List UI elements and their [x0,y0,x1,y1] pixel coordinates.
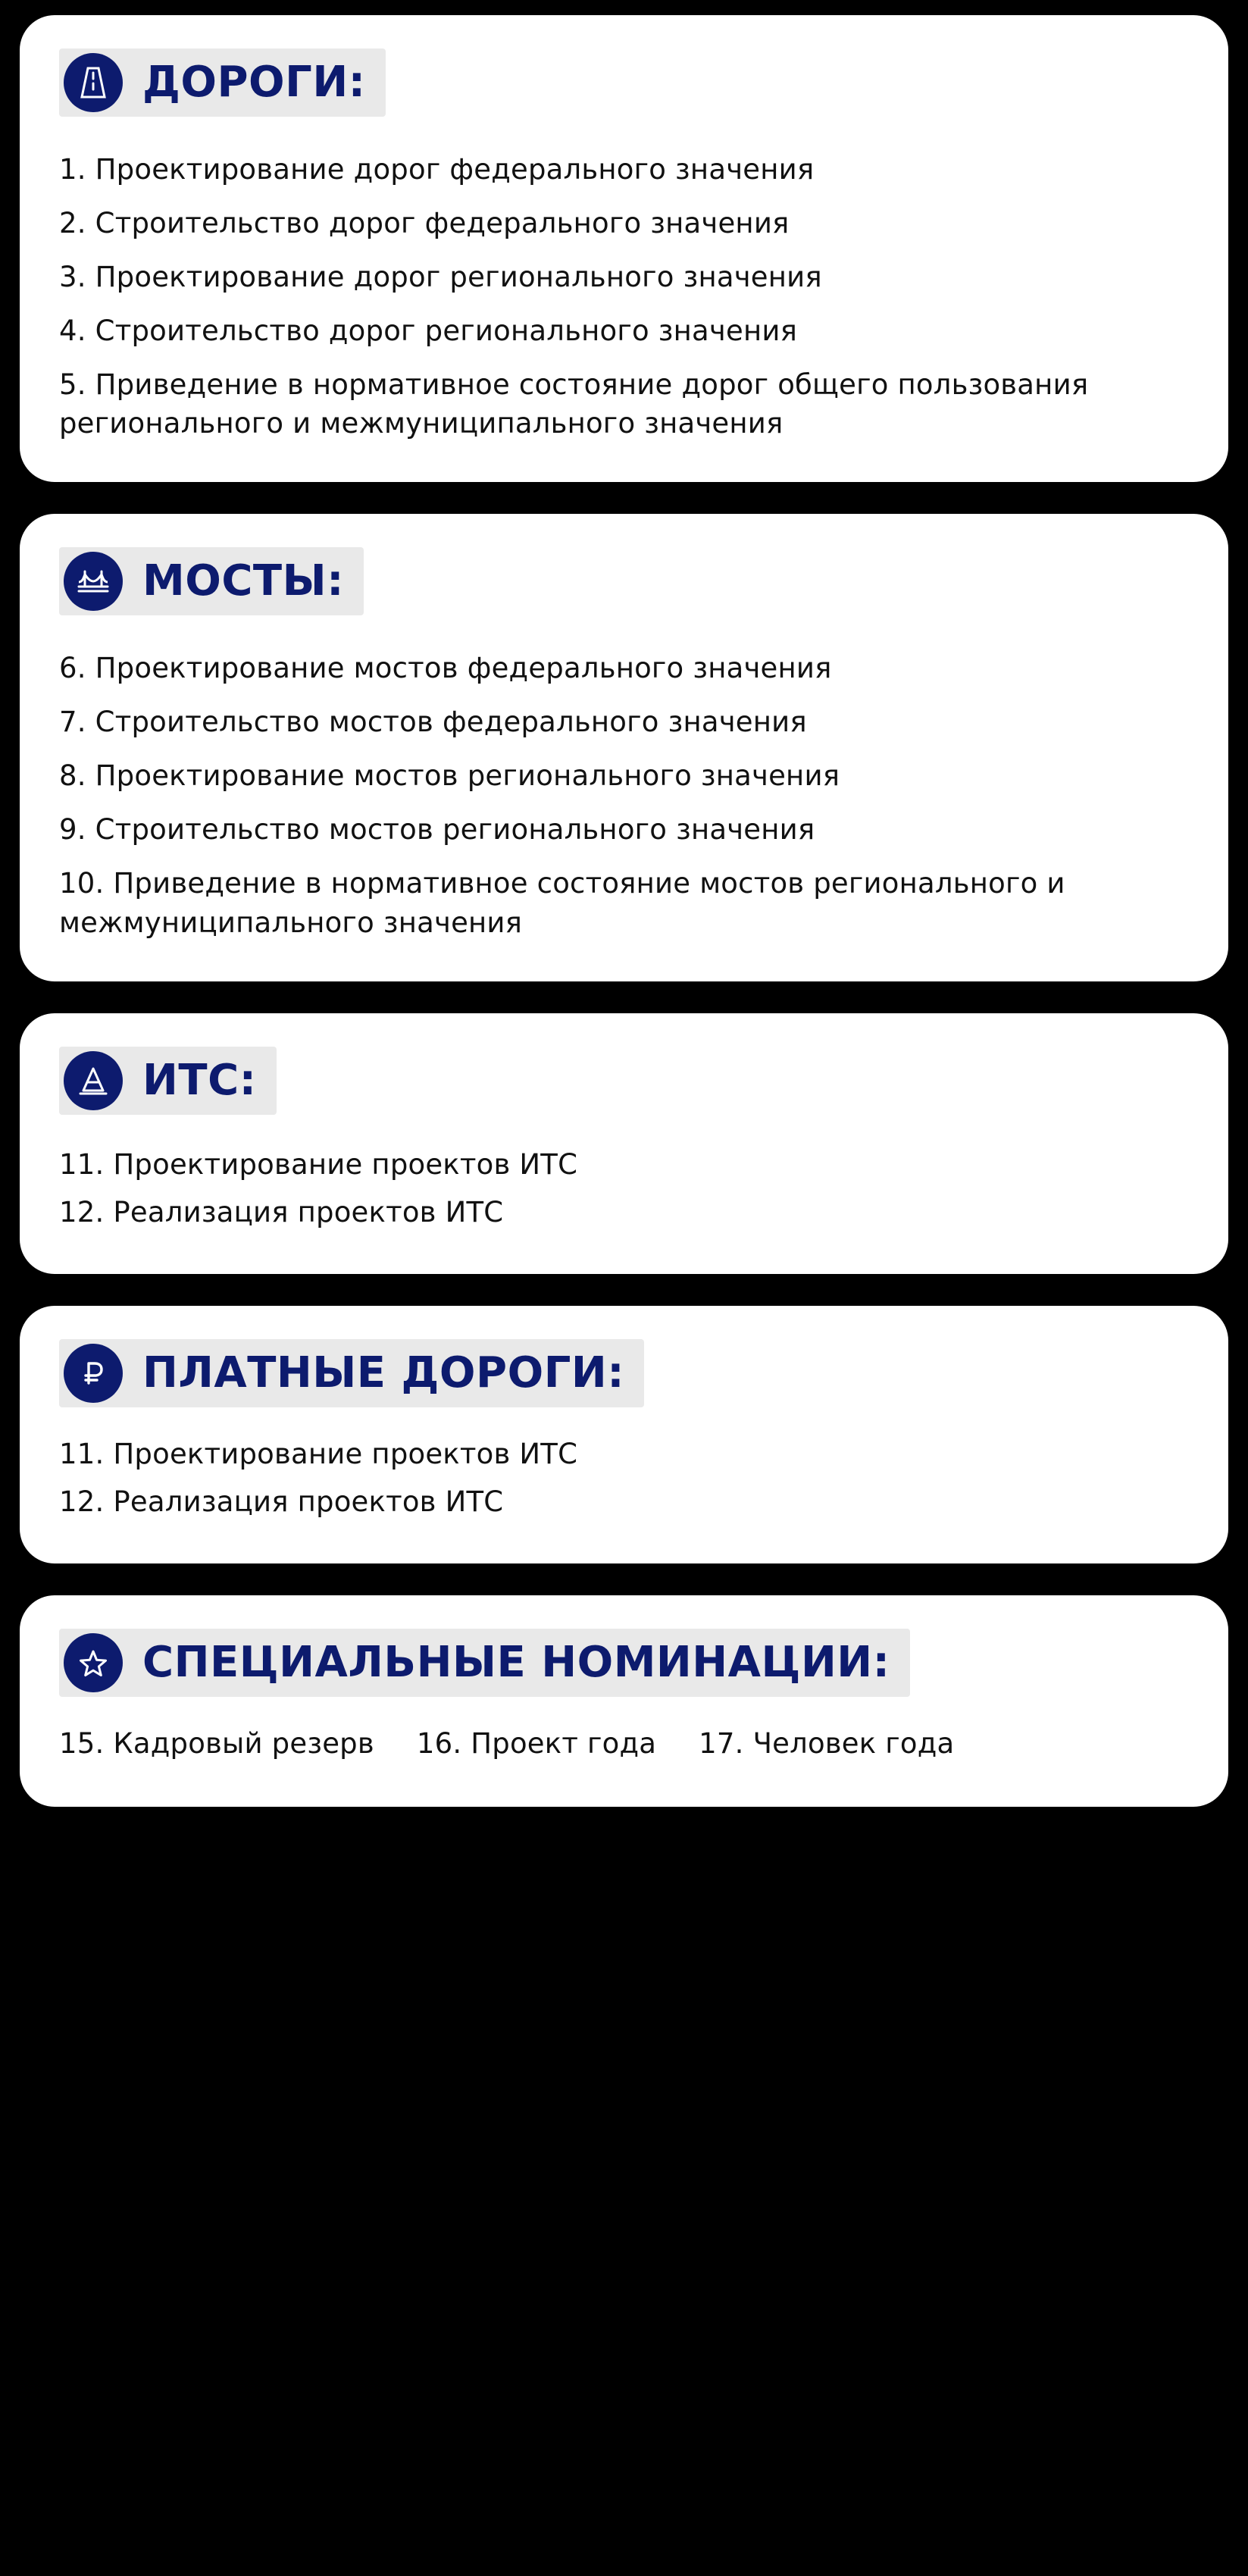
road-icon [64,53,123,112]
section-title: СПЕЦИАЛЬНЫЕ НОМИНАЦИИ: [142,1637,890,1687]
section-card-toll-roads [20,1306,1228,1563]
list-item: 4. Строительство дорог регионального значения [59,315,798,348]
section-card-its [20,1013,1228,1274]
section-title: МОСТЫ: [142,556,345,606]
list-item: 7. Строительство мостов федерального значения [59,706,807,739]
list-item: 5. Приведение в нормативное состояние дорог общего пользования регионального и межмуниципального значения [59,368,1089,440]
section-card-bridges [20,514,1228,981]
list-item: 11. Проектирование проектов ИТС [59,1437,578,1470]
list-item: 17. Человек года [699,1726,955,1760]
traffic-cone-icon [64,1051,123,1110]
nomination-list-special [59,1724,1189,1763]
section-title: ПЛАТНЫЕ ДОРОГИ: [142,1347,625,1398]
section-title: ИТС: [142,1055,257,1105]
section-header-bridges [59,547,364,615]
list-item: 15. Кадровый резерв [59,1726,374,1760]
list-item: 6. Проектирование мостов федерального значения [59,652,832,685]
list-item: 9. Строительство мостов регионального значения [59,813,815,847]
list-item: 10. Приведение в нормативное состояние мостов регионального и межмуниципального значения [59,867,1065,939]
section-header-its [59,1047,277,1115]
nomination-list-bridges [59,649,1189,941]
list-item: 12. Реализация проектов ИТС [59,1195,504,1229]
star-icon [64,1633,123,1692]
list-item: 3. Проектирование дорог регионального значения [59,261,822,294]
section-card-special [20,1595,1228,1807]
list-item: 16. Проект года [416,1726,657,1760]
nomination-list-roads [59,150,1189,443]
nomination-list-its [59,1145,1189,1232]
list-item: 11. Проектирование проектов ИТС [59,1147,578,1181]
list-item: 2. Строительство дорог федерального значения [59,207,790,240]
section-title: ДОРОГИ: [142,58,366,107]
ruble-icon [64,1344,123,1403]
list-item: 1. Проектирование дорог федерального значения [59,153,815,186]
list-item: 12. Реализация проектов ИТС [59,1485,504,1518]
nomination-list-toll-roads [59,1435,1189,1521]
section-card-roads [20,15,1228,482]
section-header-toll-roads [59,1339,644,1407]
section-header-roads [59,49,386,117]
bridge-icon [64,552,123,611]
list-item: 8. Проектирование мостов регионального значения [59,759,840,793]
section-header-special [59,1629,910,1697]
